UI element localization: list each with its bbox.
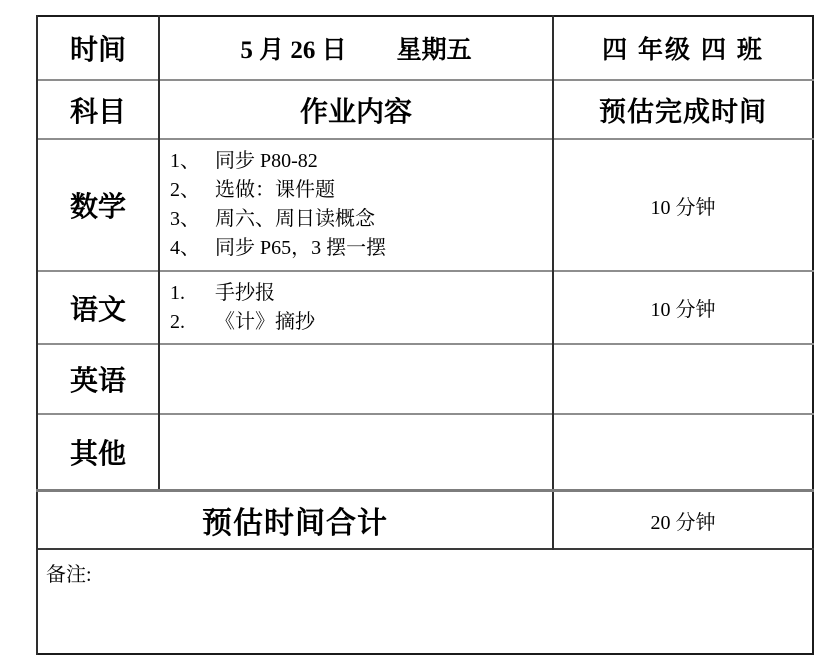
estimated-time-header-cell: 预估完成时间 [553,80,813,139]
chinese-content-cell [159,271,553,344]
row-total [37,491,813,550]
math-time-cell: 10 分钟 [553,139,813,271]
row-subject-math [37,139,813,271]
other-time-cell [553,414,813,491]
other-content-cell [159,414,553,491]
english-time-cell [553,344,813,414]
subject-name-math: 数学 [37,139,159,271]
subject-header-cell: 科目 [37,80,159,139]
list-item [170,234,546,263]
english-content-cell [159,344,553,414]
date-cell: 5 月 26 日 星期五 [159,16,553,80]
list-item-marker: 1. [170,281,185,304]
math-content-cell [159,139,553,271]
subject-name-chinese: 语文 [37,271,159,344]
notes-cell: 备注: [37,549,813,654]
homework-sheet [36,15,814,655]
list-item-text: 选做：课件题 [215,179,335,201]
list-item-text: 周六、周日读概念 [215,208,375,230]
homework-table [36,15,814,655]
list-item-marker: 4、 [170,237,200,259]
content-header-cell: 作业内容 [159,80,553,139]
list-item [170,279,546,308]
list-item-text: 同步 P80-82 [215,150,318,172]
list-item-marker: 3、 [170,208,200,230]
list-item-marker: 1、 [170,150,200,172]
subject-name-english: 英语 [37,344,159,414]
list-item [170,205,546,234]
list-item [170,308,546,337]
list-item [170,147,546,176]
row-notes [37,549,813,654]
list-item-text: 手抄报 [215,281,275,304]
row-subject-other [37,414,813,491]
list-item-text: 同步 P65，3 摆一摆 [215,237,387,259]
total-label-cell: 预估时间合计 [37,491,553,550]
row-subject-english [37,344,813,414]
row-subject-chinese [37,271,813,344]
grade-class-cell: 四 年级 四 班 [553,16,813,80]
chinese-time-cell: 10 分钟 [553,271,813,344]
subject-name-other: 其他 [37,414,159,491]
row-time [37,16,813,80]
list-item-marker: 2、 [170,179,200,201]
row-column-headers [37,80,813,139]
list-item-text: 《计》摘抄 [215,310,315,333]
total-time-cell: 20 分钟 [553,491,813,550]
list-item-marker: 2. [170,310,185,333]
list-item [170,176,546,205]
time-header-cell: 时间 [37,16,159,80]
